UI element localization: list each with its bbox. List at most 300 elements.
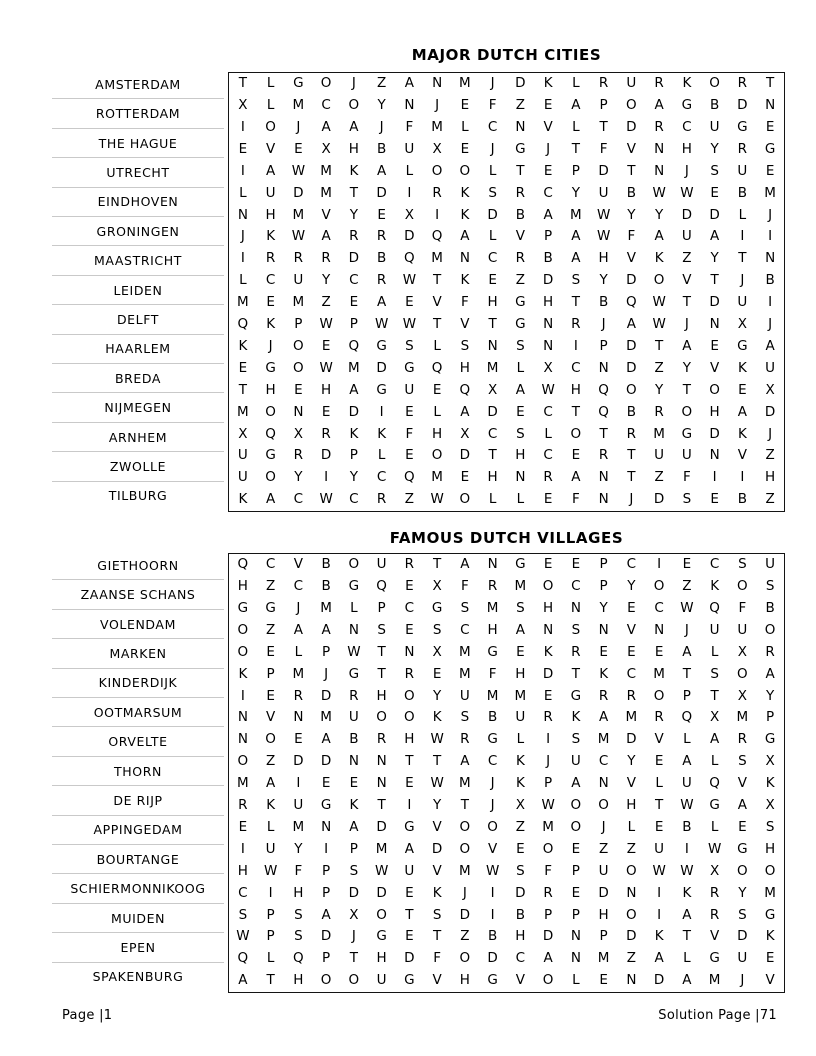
grid-cell: O	[431, 447, 443, 464]
grid-cell: R	[376, 731, 387, 748]
grid-cell: E	[516, 840, 525, 857]
grid-cell: I	[379, 403, 384, 420]
grid-cell: T	[571, 403, 580, 420]
grid-cell: R	[571, 643, 581, 660]
grid-cell: G	[737, 118, 748, 135]
grid-cell: A	[460, 753, 470, 770]
grid-cell: D	[320, 447, 332, 464]
grid-cell: O	[237, 753, 249, 770]
grid-cell: I	[546, 731, 551, 748]
grid-cell: R	[376, 272, 387, 289]
grid-cell: M	[348, 359, 360, 376]
grid-cell: H	[570, 381, 581, 398]
grid-cell: O	[737, 665, 748, 682]
grid-cell: T	[377, 797, 386, 814]
grid-cell: J	[740, 972, 745, 989]
grid-cell: O	[653, 272, 665, 289]
grid-cell: H	[348, 140, 359, 157]
grid-cell: G	[764, 731, 776, 748]
grid-cell: X	[349, 906, 359, 923]
grid-cell: U	[598, 184, 609, 201]
grid-cell: I	[324, 469, 329, 486]
grid-cell: M	[292, 97, 305, 114]
grid-cell: B	[598, 294, 609, 311]
grid-cell: N	[654, 162, 665, 179]
grid-cell: C	[626, 665, 637, 682]
grid-cell: K	[460, 206, 470, 223]
grid-cell: O	[459, 491, 471, 508]
letter-grid-major-dutch-cities	[228, 72, 785, 512]
grid-cell: N	[515, 118, 526, 135]
word-label: DE RIJP	[113, 792, 163, 808]
grid-cell: M	[292, 294, 305, 311]
grid-cell: L	[683, 950, 691, 967]
grid-cell: M	[320, 184, 332, 201]
grid-cell: J	[546, 753, 551, 770]
grid-cell: W	[680, 797, 694, 814]
grid-cell: X	[737, 316, 747, 333]
grid-cell: T	[655, 337, 664, 354]
grid-cell: D	[376, 818, 387, 835]
grid-cell: V	[266, 140, 276, 157]
grid-cell: M	[292, 665, 305, 682]
grid-cell: P	[599, 337, 608, 354]
grid-cell: D	[348, 250, 360, 267]
grid-cell: A	[349, 818, 359, 835]
grid-cell: N	[765, 250, 776, 267]
grid-cell: M	[486, 359, 499, 376]
grid-cell: H	[487, 294, 498, 311]
grid-cell: O	[542, 578, 554, 595]
grid-cell: X	[432, 643, 442, 660]
grid-cell: R	[598, 447, 609, 464]
grid-cell: A	[654, 950, 664, 967]
grid-cell: G	[376, 337, 387, 354]
grid-cell: A	[571, 228, 581, 245]
letter-grid-famous-dutch-villages	[228, 553, 785, 993]
word-label: MARKEN	[109, 645, 167, 661]
grid-cell: J	[768, 206, 773, 223]
grid-cell: R	[571, 316, 581, 333]
grid-cell: A	[321, 731, 331, 748]
grid-cell: W	[319, 359, 333, 376]
grid-cell: H	[265, 206, 276, 223]
word-list-item	[52, 551, 224, 580]
grid-cell: K	[710, 578, 720, 595]
grid-cell: I	[240, 687, 245, 704]
grid-cell: U	[376, 556, 387, 573]
grid-cell: P	[322, 950, 331, 967]
grid-cell: S	[377, 621, 386, 638]
grid-cell: N	[598, 491, 609, 508]
grid-cell: G	[376, 381, 387, 398]
grid-cell: K	[377, 425, 387, 442]
grid-cell: S	[738, 556, 747, 573]
grid-cell: G	[764, 140, 776, 157]
grid-cell: V	[626, 621, 636, 638]
grid-cell: A	[765, 337, 775, 354]
word-list-item	[52, 482, 224, 510]
grid-cell: K	[765, 775, 775, 792]
grid-cell: A	[682, 643, 692, 660]
grid-cell: R	[293, 687, 304, 704]
grid-cell: R	[432, 184, 442, 201]
grid-cell: P	[349, 447, 358, 464]
grid-cell: M	[320, 162, 332, 179]
grid-cell: U	[237, 447, 248, 464]
word-label: BOURTANGE	[96, 851, 180, 867]
grid-cell: O	[237, 621, 249, 638]
grid-cell: J	[240, 228, 245, 245]
grid-cell: A	[349, 381, 359, 398]
grid-cell: L	[266, 950, 275, 967]
grid-cell: W	[374, 862, 389, 879]
grid-cell: R	[598, 687, 609, 704]
grid-cell: Y	[377, 97, 386, 114]
grid-cell: O	[764, 862, 776, 879]
grid-cell: E	[321, 337, 331, 354]
grid-cell: J	[296, 118, 301, 135]
grid-cell: T	[238, 75, 247, 92]
grid-cell: T	[516, 162, 525, 179]
grid-cell: G	[404, 818, 415, 835]
grid-cell: H	[765, 840, 776, 857]
grid-cell: O	[376, 709, 387, 726]
grid-cell: U	[737, 162, 748, 179]
word-list-item	[52, 845, 224, 874]
grid-cell: D	[737, 928, 748, 945]
grid-cell: I	[712, 469, 717, 486]
grid-cell: O	[237, 643, 249, 660]
grid-cell: X	[737, 643, 747, 660]
grid-cell: X	[321, 140, 331, 157]
grid-cell: Q	[598, 381, 609, 398]
grid-cell: N	[376, 753, 387, 770]
grid-cell: R	[737, 731, 748, 748]
grid-cell: L	[488, 162, 497, 179]
grid-cell: W	[596, 228, 611, 245]
grid-cell: E	[627, 599, 636, 616]
grid-cell: D	[515, 884, 526, 901]
grid-cell: B	[682, 818, 692, 835]
grid-cell: O	[487, 818, 498, 835]
grid-cell: T	[488, 447, 497, 464]
grid-cell: R	[626, 687, 637, 704]
grid-cell: N	[626, 972, 637, 989]
grid-cell: A	[404, 840, 414, 857]
grid-cell: W	[291, 228, 306, 245]
grid-cell: R	[293, 250, 304, 267]
grid-cell: D	[542, 928, 554, 945]
grid-cell: T	[571, 140, 580, 157]
word-list-item	[52, 452, 224, 481]
grid-cell: D	[320, 928, 332, 945]
word-list-item	[52, 99, 224, 128]
grid-cell: K	[349, 162, 359, 179]
grid-cell: Z	[460, 928, 470, 945]
grid-cell: Z	[266, 578, 276, 595]
grid-cell: T	[377, 665, 386, 682]
grid-cell: W	[430, 731, 444, 748]
grid-cell: C	[543, 184, 553, 201]
grid-cell: H	[459, 972, 470, 989]
grid-cell: V	[515, 972, 525, 989]
grid-cell: X	[737, 687, 747, 704]
grid-cell: W	[319, 316, 333, 333]
grid-cell: E	[765, 118, 775, 135]
grid-cell: F	[488, 97, 497, 114]
grid-cell: E	[405, 884, 414, 901]
grid-cell: E	[238, 818, 248, 835]
grid-cell: X	[404, 206, 414, 223]
grid-cell: C	[460, 621, 470, 638]
grid-cell: B	[737, 491, 747, 508]
grid-cell: D	[626, 337, 637, 354]
grid-cell: P	[266, 665, 275, 682]
grid-cell: G	[265, 447, 276, 464]
grid-cell: O	[293, 337, 304, 354]
word-label: TILBURG	[108, 488, 168, 504]
grid-cell: P	[544, 228, 553, 245]
grid-cell: L	[239, 272, 247, 289]
grid-cell: T	[571, 665, 580, 682]
grid-cell: V	[488, 840, 498, 857]
grid-cell: R	[626, 425, 637, 442]
grid-cell: G	[737, 337, 748, 354]
grid-cell: D	[376, 184, 387, 201]
grid-cell: S	[488, 184, 497, 201]
grid-cell: C	[571, 359, 581, 376]
grid-cell: H	[626, 797, 637, 814]
grid-cell: E	[599, 643, 608, 660]
grid-cell: I	[268, 884, 273, 901]
grid-cell: B	[737, 184, 747, 201]
grid-cell: V	[682, 272, 692, 289]
grid-cell: S	[516, 425, 525, 442]
grid-cell: I	[684, 840, 689, 857]
grid-cell: W	[541, 797, 555, 814]
grid-cell: I	[490, 906, 495, 923]
grid-cell: E	[321, 403, 331, 420]
grid-cell: K	[349, 425, 359, 442]
grid-cell: N	[543, 316, 554, 333]
grid-cell: F	[627, 228, 636, 245]
word-list-famous-dutch-villages	[52, 551, 224, 991]
grid-cell: U	[459, 687, 470, 704]
grid-cell: Q	[709, 599, 720, 616]
grid-cell: T	[710, 272, 719, 289]
grid-cell: I	[657, 556, 662, 573]
grid-cell: B	[709, 97, 720, 114]
grid-cell: W	[680, 862, 694, 879]
grid-cell: C	[487, 425, 498, 442]
grid-cell: P	[544, 906, 553, 923]
grid-cell: K	[238, 665, 248, 682]
grid-cell: A	[626, 316, 636, 333]
grid-cell: L	[544, 425, 552, 442]
grid-cell: Z	[765, 491, 775, 508]
grid-cell: Z	[682, 578, 692, 595]
grid-cell: Z	[404, 491, 414, 508]
grid-cell: P	[294, 316, 303, 333]
grid-cell: S	[738, 906, 747, 923]
solution-page-number: Solution Page |71	[658, 1008, 777, 1023]
grid-cell: D	[487, 403, 498, 420]
grid-cell: Y	[599, 599, 608, 616]
grid-cell: A	[238, 972, 248, 989]
grid-cell: O	[348, 97, 360, 114]
grid-cell: P	[322, 643, 331, 660]
grid-cell: B	[321, 578, 331, 595]
grid-cell: A	[321, 906, 331, 923]
word-list-item	[52, 933, 224, 962]
grid-cell: J	[379, 118, 384, 135]
grid-cell: A	[737, 403, 747, 420]
grid-cell: K	[737, 425, 747, 442]
grid-cell: R	[515, 184, 526, 201]
grid-cell: R	[376, 491, 387, 508]
grid-cell: E	[460, 469, 470, 486]
grid-cell: Q	[709, 775, 720, 792]
grid-cell: W	[319, 491, 333, 508]
grid-cell: D	[709, 294, 720, 311]
grid-cell: E	[238, 140, 248, 157]
grid-cell: L	[461, 118, 469, 135]
word-list-item	[52, 963, 224, 991]
grid-cell: W	[652, 316, 666, 333]
grid-cell: W	[430, 491, 444, 508]
grid-cell: A	[682, 337, 692, 354]
grid-cell: X	[765, 753, 775, 770]
grid-cell: P	[599, 578, 608, 595]
grid-cell: O	[320, 972, 332, 989]
grid-cell: I	[740, 228, 745, 245]
grid-cell: T	[266, 972, 275, 989]
grid-cell: J	[768, 425, 773, 442]
grid-cell: G	[764, 906, 776, 923]
grid-cell: M	[597, 731, 610, 748]
grid-cell: O	[542, 972, 554, 989]
grid-cell: V	[710, 359, 720, 376]
grid-cell: Q	[681, 709, 693, 726]
grid-cell: U	[598, 862, 609, 879]
grid-cell: D	[515, 75, 526, 92]
grid-cell: I	[407, 797, 412, 814]
grid-cell: Q	[431, 359, 443, 376]
grid-cell: H	[293, 972, 304, 989]
grid-cell: O	[265, 731, 276, 748]
grid-cell: J	[601, 316, 606, 333]
grid-cell: E	[654, 818, 664, 835]
grid-cell: A	[571, 469, 581, 486]
grid-cell: P	[599, 928, 608, 945]
grid-cell: V	[765, 972, 775, 989]
grid-cell: Q	[404, 250, 415, 267]
grid-cell: D	[709, 425, 720, 442]
grid-cell: N	[487, 337, 498, 354]
grid-cell: M	[237, 403, 249, 420]
grid-cell: K	[266, 316, 276, 333]
grid-cell: K	[543, 643, 553, 660]
grid-cell: E	[543, 97, 553, 114]
grid-cell: O	[570, 818, 582, 835]
grid-cell: N	[570, 599, 581, 616]
grid-cell: R	[265, 250, 276, 267]
grid-cell: H	[237, 862, 248, 879]
grid-cell: P	[266, 906, 275, 923]
grid-cell: W	[680, 184, 694, 201]
grid-cell: B	[349, 731, 359, 748]
grid-cell: A	[321, 118, 331, 135]
grid-cell: O	[542, 840, 554, 857]
grid-cell: L	[738, 206, 747, 223]
grid-cell: E	[266, 294, 275, 311]
grid-cell: G	[376, 928, 387, 945]
grid-cell: E	[682, 556, 692, 573]
grid-cell: E	[599, 972, 608, 989]
grid-cell: G	[293, 75, 304, 92]
grid-cell: D	[626, 928, 637, 945]
grid-cell: C	[404, 599, 415, 616]
word-list-item	[52, 393, 224, 422]
grid-cell: O	[598, 797, 609, 814]
grid-cell: S	[460, 709, 470, 726]
word-label: THE HAGUE	[98, 135, 178, 151]
puzzle-title-famous-dutch-villages: FAMOUS DUTCH VILLAGES	[389, 529, 624, 547]
grid-cell: D	[376, 884, 387, 901]
grid-cell: E	[710, 491, 719, 508]
grid-cell: S	[460, 599, 470, 616]
grid-cell: U	[626, 75, 637, 92]
grid-cell: P	[599, 556, 608, 573]
grid-cell: H	[404, 731, 415, 748]
grid-cell: A	[460, 228, 470, 245]
grid-cell: L	[294, 643, 303, 660]
grid-cell: E	[543, 162, 553, 179]
grid-cell: P	[571, 162, 580, 179]
grid-cell: A	[404, 75, 414, 92]
grid-cell: H	[459, 359, 470, 376]
grid-cell: O	[293, 359, 304, 376]
grid-cell: M	[597, 950, 610, 967]
grid-cell: N	[321, 818, 332, 835]
grid-cell: Z	[321, 294, 331, 311]
grid-cell: E	[432, 665, 442, 682]
grid-cell: M	[459, 643, 471, 660]
grid-cell: F	[405, 118, 414, 135]
grid-cell: J	[768, 316, 773, 333]
grid-cell: T	[571, 294, 580, 311]
grid-cell: Y	[766, 687, 775, 704]
grid-cell: J	[740, 272, 745, 289]
grid-cell: O	[404, 709, 415, 726]
grid-cell: N	[598, 621, 609, 638]
grid-cell: J	[490, 775, 495, 792]
grid-cell: N	[404, 97, 415, 114]
grid-cell: D	[709, 206, 720, 223]
word-label: ROTTERDAM	[95, 106, 181, 122]
grid-cell: R	[321, 250, 331, 267]
grid-cell: B	[376, 250, 387, 267]
grid-cell: V	[432, 818, 442, 835]
grid-cell: M	[459, 665, 471, 682]
grid-cell: D	[653, 491, 665, 508]
grid-cell: O	[265, 403, 276, 420]
grid-cell: V	[626, 775, 636, 792]
grid-cell: J	[546, 140, 551, 157]
grid-cell: Q	[376, 578, 387, 595]
grid-cell: A	[710, 731, 720, 748]
